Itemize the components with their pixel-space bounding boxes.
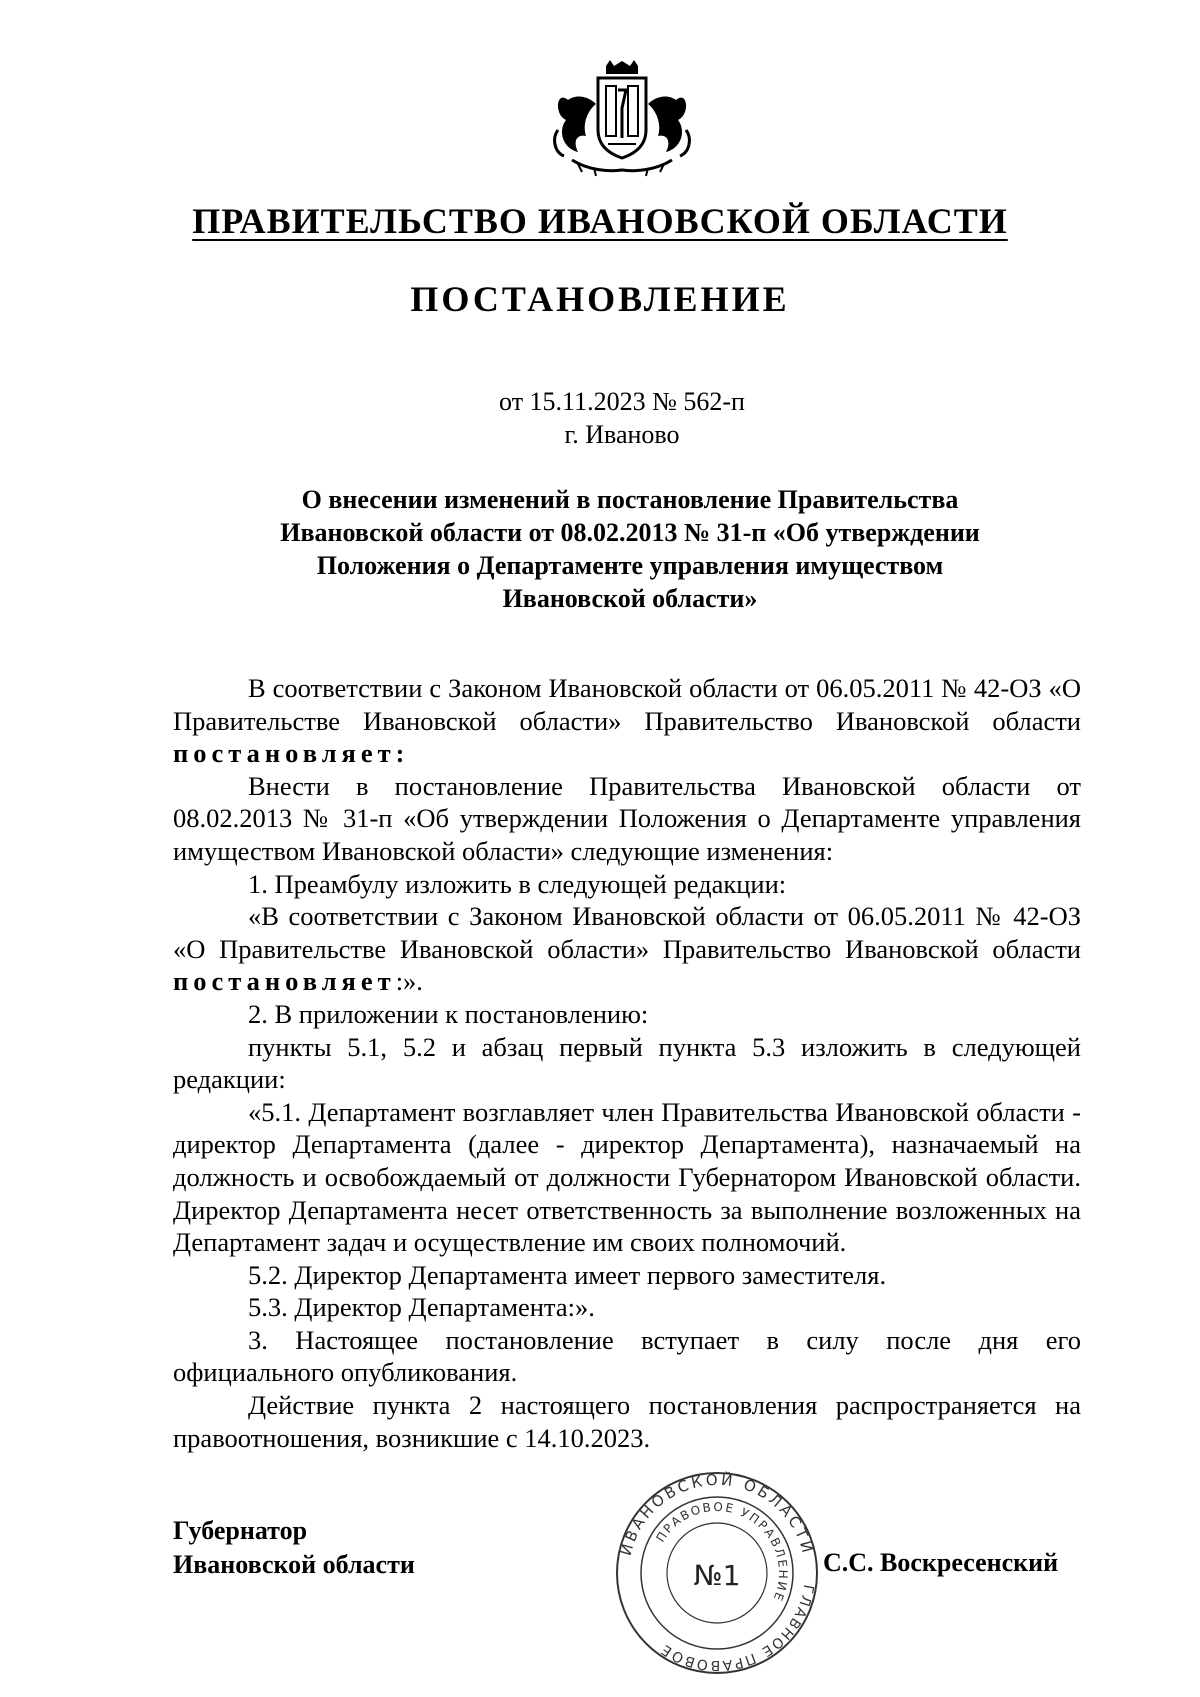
- paragraph-text: :».: [395, 966, 423, 997]
- paragraph-text: «В соответствии с Законом Ивановской области от 06.05.2011 № 42-ОЗ «О Правительстве Ивановской области» Правительство Ивановской области: [173, 901, 1081, 964]
- coat-of-arms-icon: [548, 60, 696, 178]
- paragraph: пункты 5.1, 5.2 и абзац первый пункта 5.3 изложить в следующей редакции:: [173, 1031, 1081, 1095]
- official-stamp-icon: [612, 1468, 822, 1678]
- document-city: г. Иваново: [564, 420, 680, 449]
- paragraph: «5.1. Департамент возглавляет член Правительства Ивановской области - директор Департамента (далее - директор Департамента), назначаемый на должность и освобождаемый от должности Губернатором Ивановской области. Директор Департамента несет ответственность за выполнение возложенных на Департамент задач и осуществление им своих полномочий.: [173, 1096, 1081, 1258]
- resolves-keyword: постановляет: [173, 966, 396, 997]
- document-type: ПОСТАНОВЛЕНИЕ: [410, 279, 790, 319]
- subject-line: Ивановской области»: [502, 584, 758, 613]
- organization-name: ПРАВИТЕЛЬСТВО ИВАНОВСКОЙ ОБЛАСТИ: [192, 201, 1008, 241]
- paragraph: 5.2. Директор Департамента имеет первого заместителя.: [248, 1259, 887, 1290]
- svg-text:ГЛАВНОЕ ПРАВОВОЕ: ГЛАВНОЕ ПРАВОВОЕ: [657, 1583, 817, 1674]
- signatory-title-line: Ивановской области: [173, 1550, 415, 1579]
- paragraph: Действие пункта 2 настоящего постановления распространяется на правоотношения, возникшие с 14.10.2023.: [173, 1390, 1081, 1453]
- paragraph: 2. В приложении к постановлению:: [248, 998, 649, 1029]
- document-body: [173, 672, 1081, 1454]
- paragraph: [173, 900, 1081, 998]
- subject-line: Ивановской области от 08.02.2013 № 31-п «Об утверждении: [280, 518, 980, 547]
- subject-line: Положения о Департаменте управления имуществом: [316, 551, 944, 580]
- signatory-title: [173, 1514, 415, 1582]
- paragraph: [173, 672, 1081, 770]
- svg-text:ПРАВОВОЕ УПРАВЛЕНИЕ: ПРАВОВОЕ УПРАВЛЕНИЕ: [653, 1499, 791, 1605]
- svg-text:ИВАНОВСКОЙ ОБЛАСТИ: ИВАНОВСКОЙ ОБЛАСТИ: [616, 1470, 818, 1558]
- signatory-name: С.С. Воскресенский: [823, 1548, 1059, 1577]
- paragraph: Внести в постановление Правительства Ивановской области от 08.02.2013 № 31-п «Об утверждении Положения о Департаменте управления имуществом Ивановской области» следующие изменения:: [173, 770, 1081, 866]
- document-date-number: от 15.11.2023 № 562-п: [499, 387, 745, 416]
- paragraph: 3. Настоящее постановление вступает в силу после дня его официального опубликования.: [173, 1324, 1081, 1388]
- resolves-keyword: постановляет:: [173, 738, 410, 769]
- subject-line: О внесении изменений в постановление Правительства: [301, 485, 959, 514]
- paragraph-text: В соответствии с Законом Ивановской области от 06.05.2011 № 42-ОЗ «О Правительстве Ивановской области» Правительство Ивановской области: [173, 673, 1081, 736]
- paragraph: 1. Преамбулу изложить в следующей редакции:: [248, 868, 787, 899]
- stamp-number: №1: [693, 1559, 741, 1592]
- paragraph: 5.3. Директор Департамента:».: [248, 1292, 595, 1323]
- signatory-title-line: Губернатор: [173, 1516, 308, 1545]
- organization-title: [0, 200, 1200, 242]
- document-subject: [160, 483, 1100, 615]
